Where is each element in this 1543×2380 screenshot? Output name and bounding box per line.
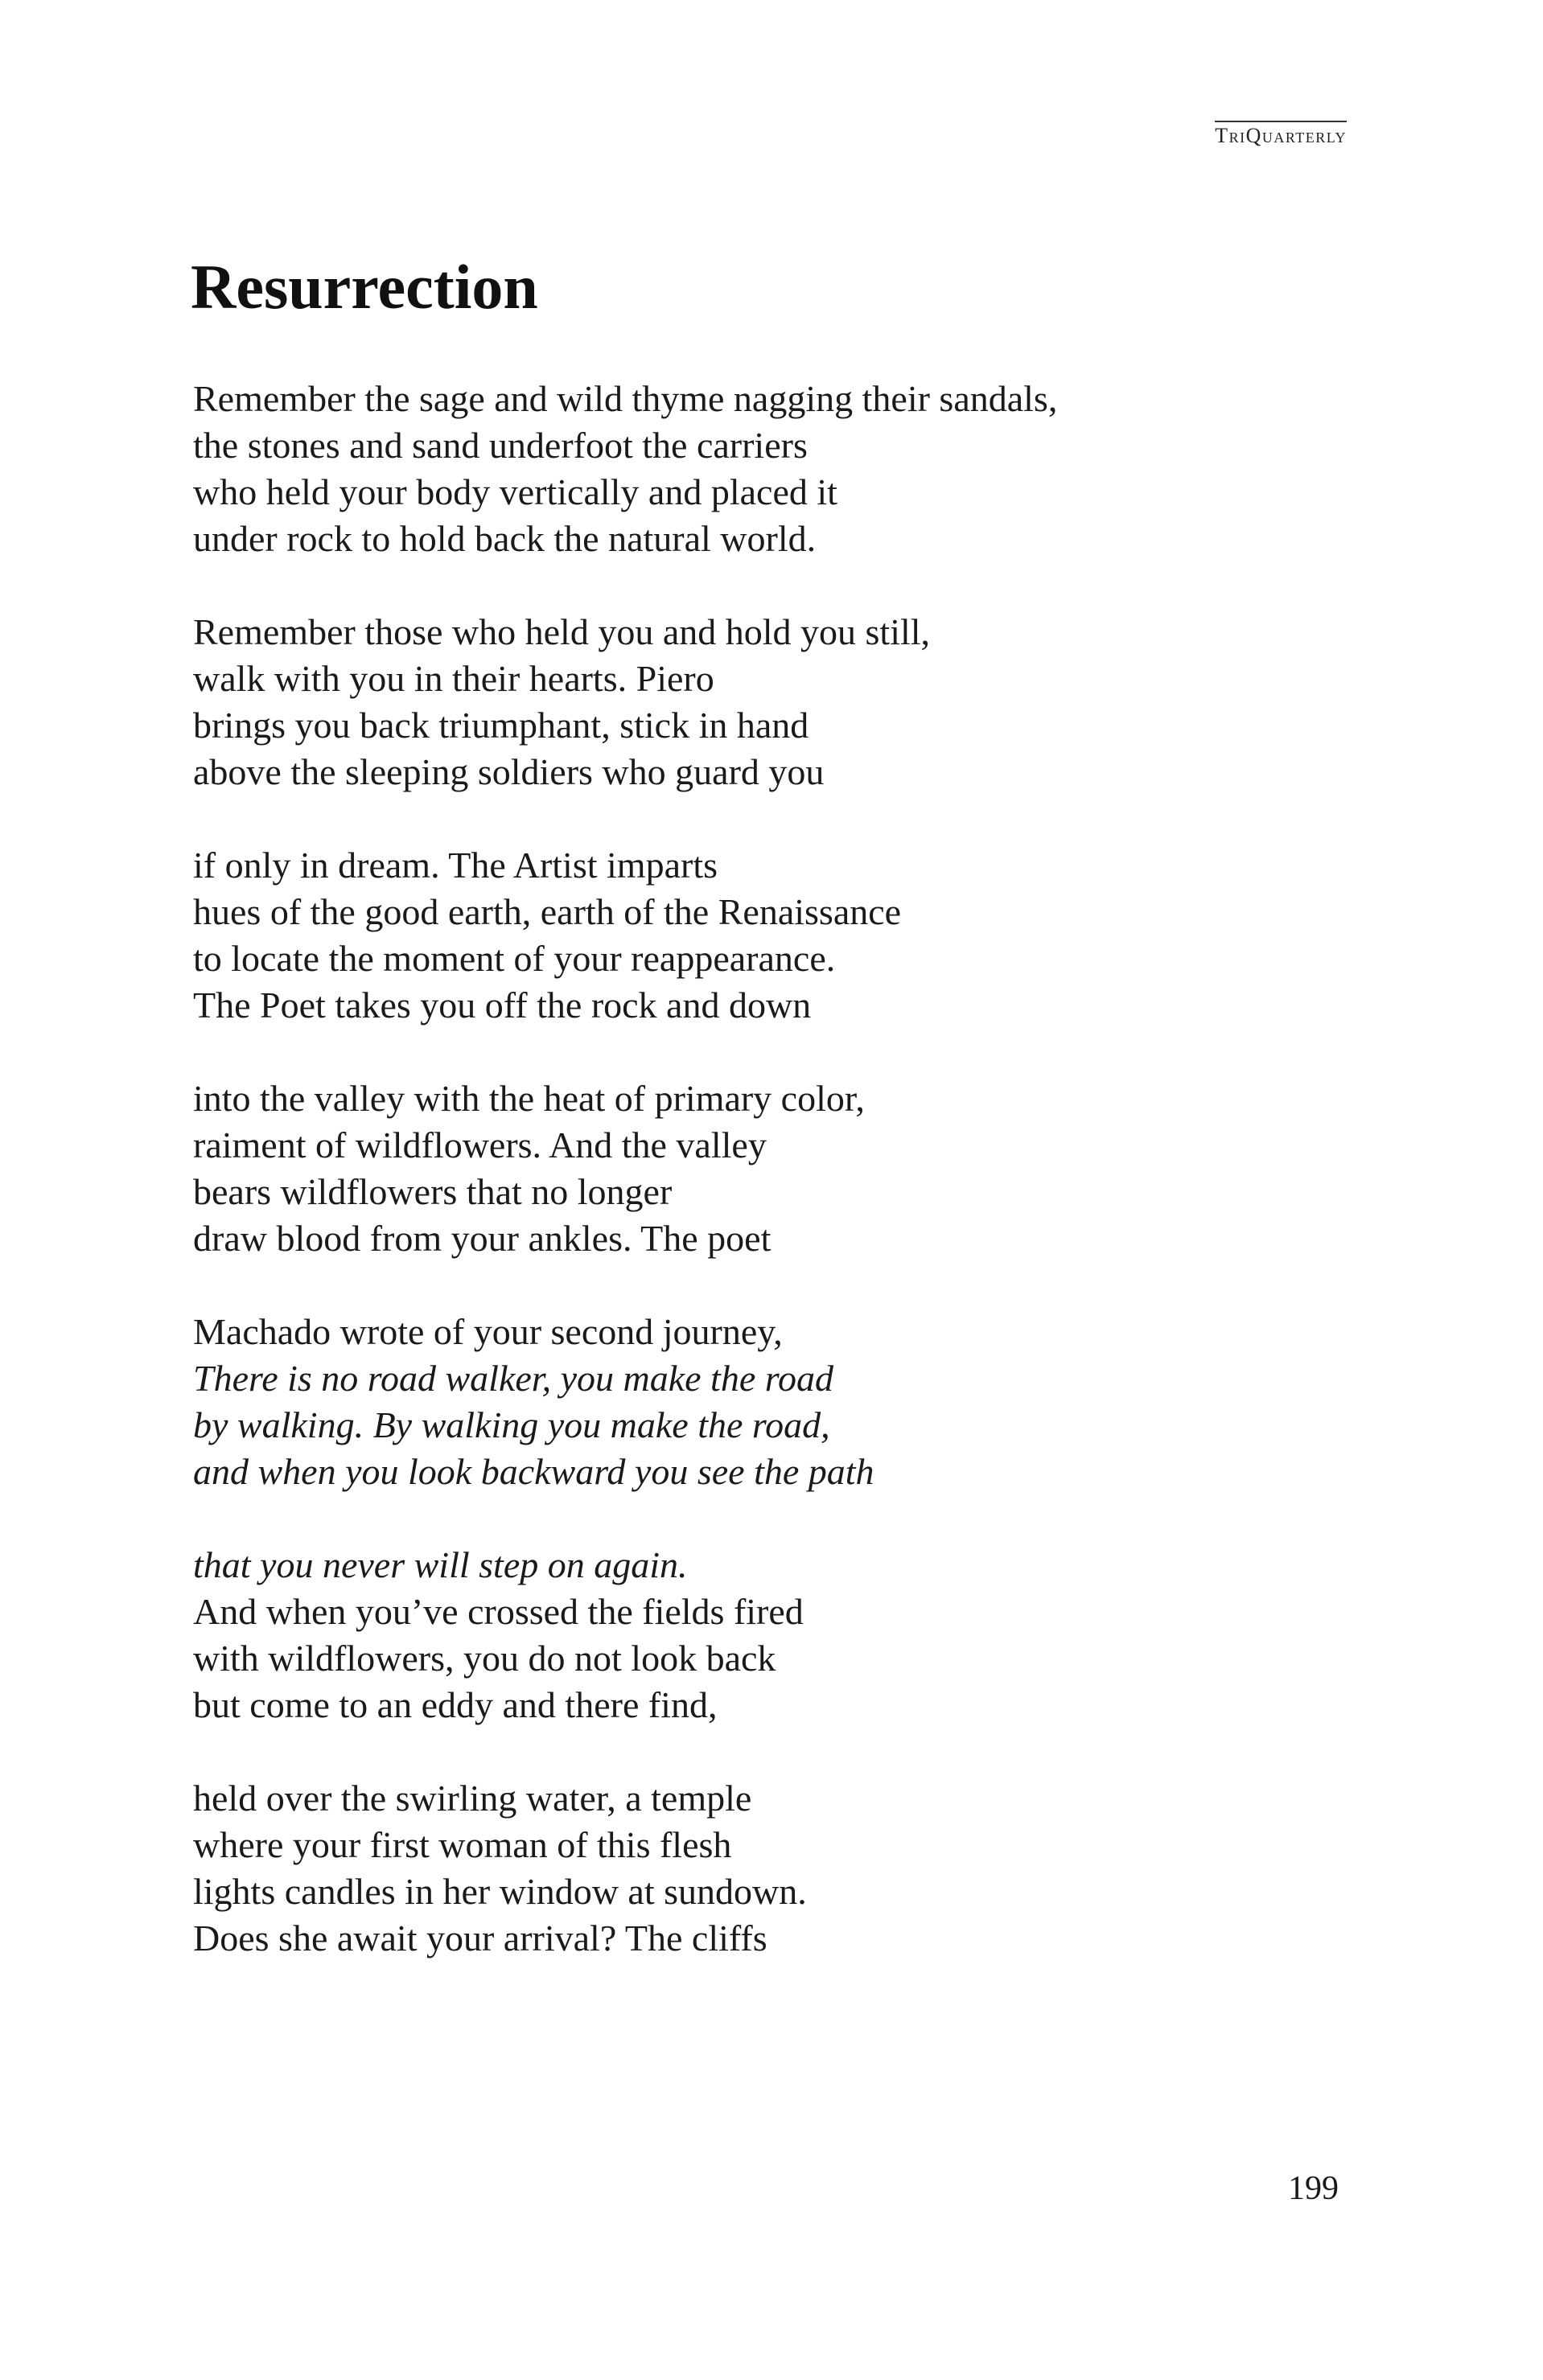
poem-line: where your first woman of this flesh (193, 1824, 732, 1865)
stanza (193, 1075, 1319, 1262)
poem-body (193, 376, 1319, 2008)
poem-line: bears wildflowers that no longer (193, 1171, 673, 1212)
poem-line: Remember the sage and wild thyme nagging their sandals, (193, 378, 1058, 419)
stanza (193, 842, 1319, 1029)
poem-title: Resurrection (191, 252, 538, 322)
poem-line: under rock to hold back the natural world. (193, 518, 817, 559)
poem-line: Does she await your arrival? The cliffs (193, 1918, 767, 1959)
poem-line: Machado wrote of your second journey, (193, 1311, 783, 1352)
poem-line: to locate the moment of your reappearance. (193, 938, 836, 979)
poem-line: draw blood from your ankles. The poet (193, 1218, 772, 1259)
poem-line: held over the swirling water, a temple (193, 1778, 752, 1819)
poem-line: with wildflowers, you do not look back (193, 1638, 776, 1679)
poem-line: into the valley with the heat of primary color, (193, 1078, 865, 1119)
stanza (193, 609, 1319, 795)
poem-line: and when you look backward you see the path (193, 1451, 874, 1492)
poem-line: brings you back triumphant, stick in hand (193, 705, 809, 746)
poem-line: The Poet takes you off the rock and down (193, 984, 812, 1026)
poem-line: There is no road walker, you make the road (193, 1358, 833, 1399)
poem-line: above the sleeping soldiers who guard you (193, 751, 825, 792)
poem-line: if only in dream. The Artist imparts (193, 845, 718, 886)
poem-line: raiment of wildflowers. And the valley (193, 1124, 767, 1165)
poem-line: that you never will step on again. (193, 1544, 688, 1585)
poem-line: but come to an eddy and there find, (193, 1684, 718, 1725)
poem-line: lights candles in her window at sundown. (193, 1871, 807, 1912)
running-head: TriQuarterly (1215, 121, 1347, 146)
poem-line: walk with you in their hearts. Piero (193, 658, 714, 699)
poem-line: And when you’ve crossed the fields fired (193, 1591, 804, 1632)
poem-line: who held your body vertically and placed it (193, 471, 837, 512)
stanza (193, 1542, 1319, 1728)
stanza (193, 376, 1319, 562)
poem-line: by walking. By walking you make the road, (193, 1404, 830, 1445)
page-number: 199 (1288, 2170, 1339, 2207)
poem-line: the stones and sand underfoot the carriers (193, 425, 808, 466)
stanza (193, 1309, 1319, 1495)
poem-line: hues of the good earth, earth of the Renaissance (193, 891, 902, 932)
stanza (193, 1775, 1319, 1962)
poem-line: Remember those who held you and hold you still, (193, 611, 931, 652)
